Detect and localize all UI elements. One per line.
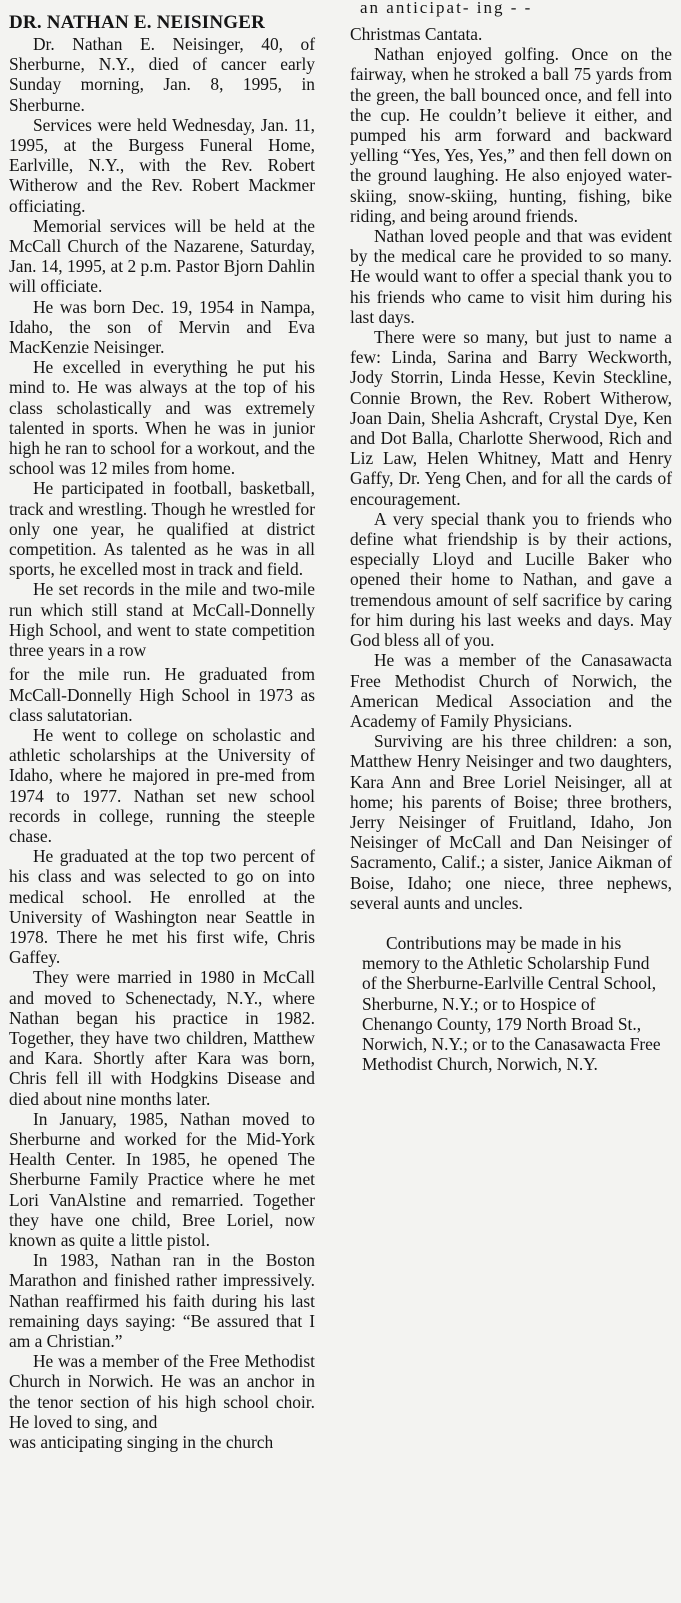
paragraph: He set records in the mile and two-mile run which still stand at McCall-Donnelly High School, and went to state competition three years in a row <box>9 579 315 661</box>
paragraph: They were married in 1980 in McCall and moved to Schenectady, N.Y., where Nathan began his practice in 1982. Together, they have two children, Matthew and Kara. Shortly after Kara was born, Chris fell ill with Hodgkins Disease and died about nine months later. <box>9 967 315 1109</box>
paragraph: He went to college on scholastic and athletic scholarships at the University of Idaho, where he majored in pre-med from 1974 to 1977. Nathan set new school records in college, running the steeple chase. <box>9 724 315 846</box>
paragraph: Memorial services will be held at the McCall Church of the Nazarene, Saturday, Jan. 14, 1995, at 2 p.m. Pastor Bjorn Dahlin will officiate. <box>9 215 315 297</box>
right-column <box>350 0 672 1075</box>
paragraph: There were so many, but just to name a few: Linda, Sarina and Barry Weckworth, Jody Storrin, Linda Hesse, Kevin Steckline, Connie Brown, the Rev. Robert Witherow, Joan Dain, Shelia Ashcraft, Crystal Dye, Ken and Dot Balla, Charlotte Sherwood, Rich and Liz Law, Helen Whitney, Matt and Henry Gaffy, Dr. Yeng Chen, and for all the cards of encouragement. <box>350 327 672 509</box>
obituary-title: DR. NATHAN E. NEISINGER <box>9 12 266 33</box>
paragraph-continued: for the mile run. He graduated from McCall-Donnelly High School in 1973 as class salutatorian. <box>9 664 315 725</box>
paragraph: Services were held Wednesday, Jan. 11, 1995, at the Burgess Funeral Home, Earlville, N.Y., with the Rev. Robert Witherow and the Rev. Robert Mackmer officiating. <box>9 114 315 216</box>
paragraph: He excelled in everything he put his mind to. He was always at the top of his class scholastically and was extremely talented in sports. When he was in junior high he ran to school for a workout, and the school was 12 miles from home. <box>9 357 315 479</box>
paragraph: He was a member of the Canasawacta Free Methodist Church of Norwich, the American Medical Association and the Academy of Family Physicians. <box>350 650 672 731</box>
cut-off-line: an anticipat- ing - - <box>360 0 533 17</box>
paragraph: In 1983, Nathan ran in the Boston Marathon and finished rather impressively. Nathan reaffirmed his faith during his last remaining days saying: “Be assured that I am a Christian.” <box>9 1250 315 1351</box>
paragraph: Dr. Nathan E. Neisinger, 40, of Sherburne, N.Y., died of cancer early Sunday morning, Jan. 8, 1995, in Sherburne. <box>9 34 315 115</box>
left-column <box>9 10 315 1453</box>
paragraph: He was a member of the Free Methodist Church in Norwich. He was an anchor in the tenor section of his high school choir. He loved to sing, and <box>9 1351 315 1432</box>
paragraph-continued: Christmas Cantata. <box>350 24 483 44</box>
contributions-paragraph: Contributions may be made in his memory to the Athletic Scholarship Fund of the Sherburne-Earlville Central School, Sherburne, N.Y.; or to Hospice of Chenango County, 179 North Broad St., Norwich, N.Y.; or to the Canasawacta Free Methodist Church, Norwich, N.Y. <box>362 932 661 1075</box>
contributions-block <box>350 933 672 1074</box>
paragraph: He graduated at the top two percent of his class and was selected to go on into medical school. He enrolled at the University of Washington near Seattle in 1978. There he met his first wife, Chris Gaffey. <box>9 846 315 968</box>
paragraph: In January, 1985, Nathan moved to Sherburne and worked for the Mid-York Health Center. In 1985, he opened The Sherburne Family Practice where he met Lori VanAlstine and remarried. Together they have one child, Bree Loriel, now known as quite a little pistol. <box>9 1108 315 1250</box>
paragraph: Nathan loved people and that was evident by the medical care he provided to so many. He would want to offer a special thank you to his friends who came to visit him during his last days. <box>350 226 672 327</box>
paragraph: Nathan enjoyed golfing. Once on the fairway, when he stroked a ball 75 yards from the green, the ball bounced once, and fell into the cup. He couldn’t believe it either, and pumped his arm forward and backward yelling “Yes, Yes, Yes,” and then fell down on the ground laughing. He also enjoyed water-skiing, snow-skiing, hunting, fishing, bike riding, and being around friends. <box>350 44 672 226</box>
cut-off-line: was anticipating singing in the church <box>9 1432 274 1453</box>
paragraph: He participated in football, basketball, track and wrestling. Though he wrestled for only one year, he qualified at district competition. As talented as he was in all sports, he excelled most in track and field. <box>9 478 315 580</box>
paragraph: A very special thank you to friends who define what friendship is by their actions, especially Lloyd and Lucille Baker who opened their home to Nathan, and gave a tremendous amount of self sacrifice by caring for him during his last weeks and days. May God bless all of you. <box>350 508 672 651</box>
paragraph: Surviving are his three children: a son, Matthew Henry Neisinger and two daughters, Kara Ann and Bree Loriel Neisinger, all at home; his parents of Boise; three brothers, Jerry Neisinger of Fruitland, Idaho, Jon Neisinger of McCall and Dan Neisinger of Sacramento, Calif.; a sister, Janice Aikman of Boise, Idaho; one niece, three nephews, several aunts and uncles. <box>350 731 672 913</box>
paragraph: He was born Dec. 19, 1954 in Nampa, Idaho, the son of Mervin and Eva MacKenzie Neisinger. <box>9 296 315 358</box>
